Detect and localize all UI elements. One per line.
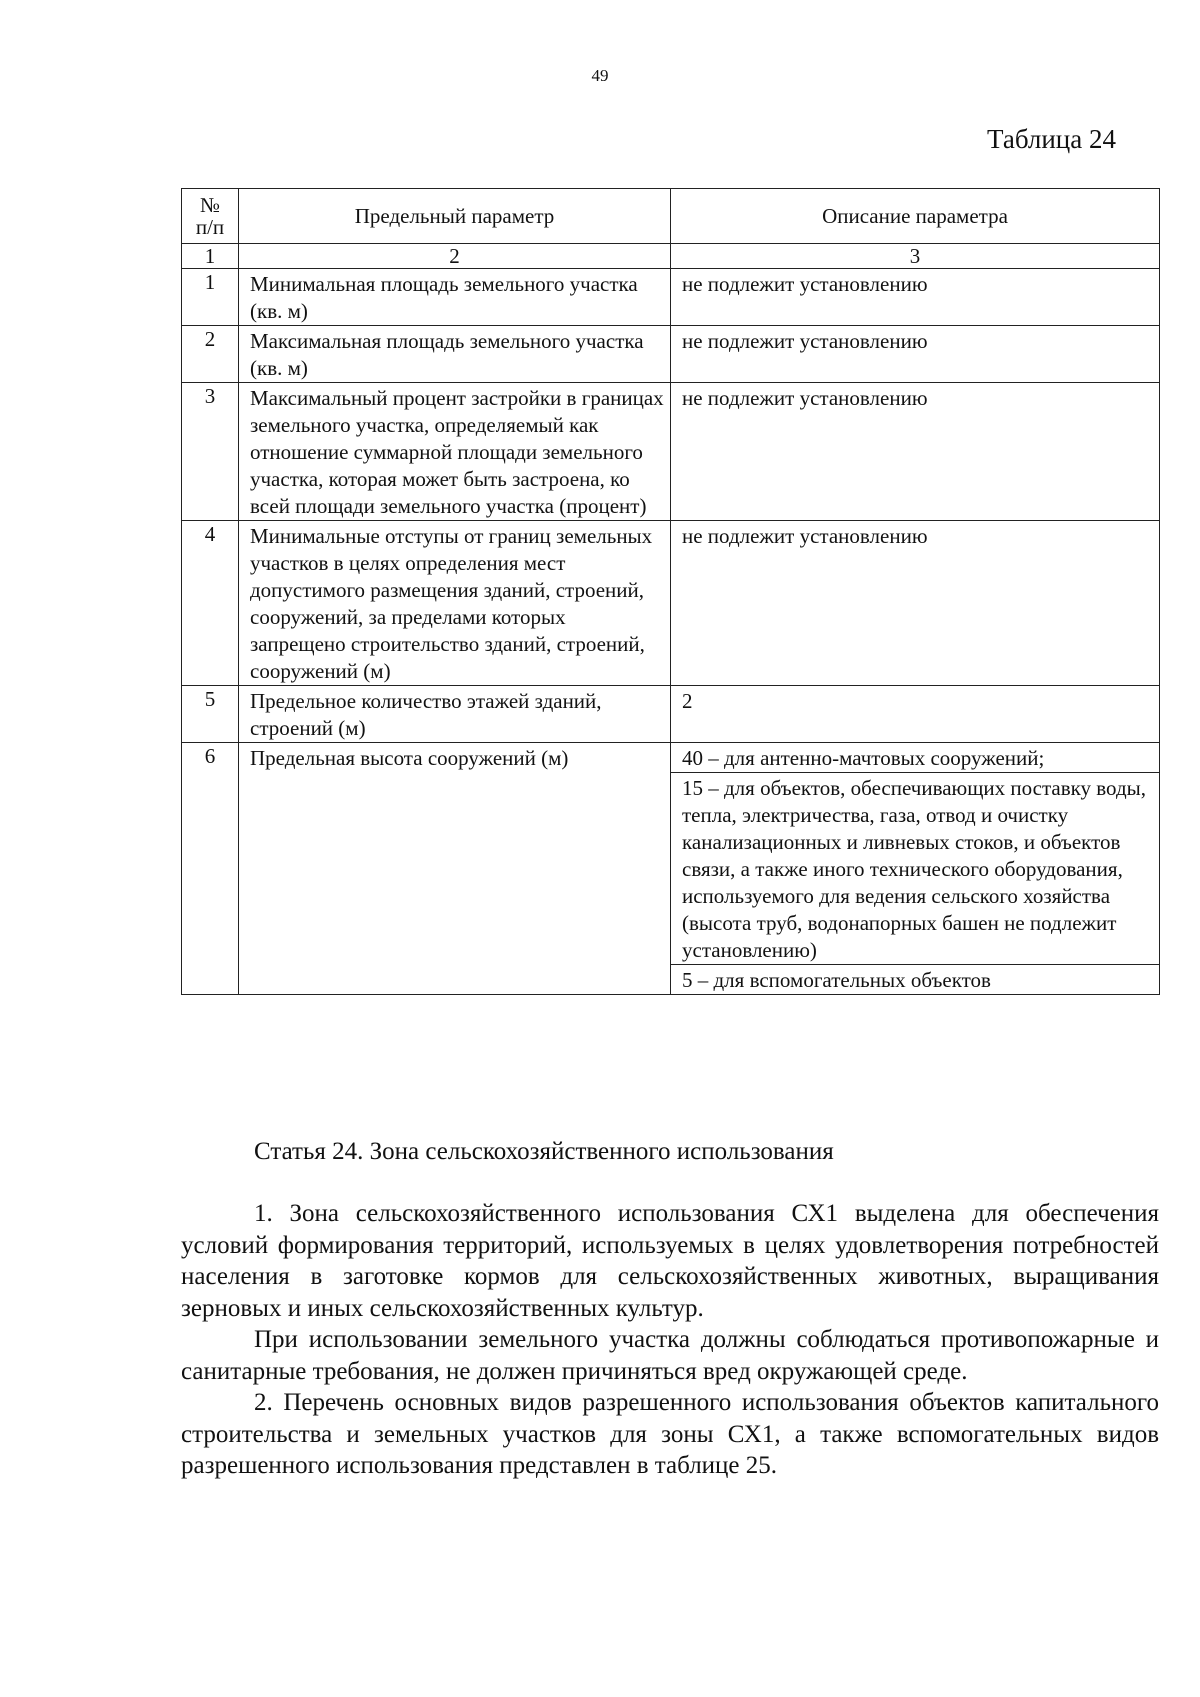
row-description: не подлежит установлению (671, 326, 1160, 383)
row-description: не подлежит установлению (671, 521, 1160, 686)
article-heading: Статья 24. Зона сельскохозяйственного использования (254, 1138, 834, 1165)
column-number: 2 (239, 244, 671, 269)
column-number: 1 (182, 244, 239, 269)
table-row (182, 686, 1160, 743)
row-number: 4 (182, 521, 239, 686)
table-row (182, 269, 1160, 326)
table-row (182, 383, 1160, 521)
row-description (671, 743, 1160, 995)
column-number: 3 (671, 244, 1160, 269)
row-description: не подлежит установлению (671, 383, 1160, 521)
row-parameter: Максимальный процент застройки в границах земельного участка, определяемый как отношение суммарной площади земельного участка, которая может быть застроена, ко всей площади земельного участка (процент) (239, 383, 671, 521)
paragraph: 2. Перечень основных видов разрешенного использования объектов капитального строительства и земельных участков для зоны СХ1, а также вспомогательных видов разрешенного использования представлен в таблице 25. (181, 1389, 1159, 1479)
parameters-table (181, 188, 1160, 995)
row-description: 2 (671, 686, 1160, 743)
column-number-row (182, 244, 1160, 269)
row-parameter: Предельное количество этажей зданий, строений (м) (239, 686, 671, 743)
page-number: 49 (591, 66, 609, 85)
height-limit-utilities: 15 – для объектов, обеспечивающих поставку воды, тепла, электричества, газа, отвод и очистку канализационных и ливневых стоков, и объектов связи, а также иного технического оборудования, используемого для ведения сельского хозяйства (высота труб, водонапорных башен не подлежит установлению) (671, 773, 1159, 965)
header-parameter: Предельный параметр (239, 189, 671, 244)
table-caption: Таблица 24 (987, 124, 1116, 154)
table-row (182, 326, 1160, 383)
row-parameter: Максимальная площадь земельного участка (кв. м) (239, 326, 671, 383)
body-text (181, 1198, 1159, 1482)
row-number: 3 (182, 383, 239, 521)
row-number: 1 (182, 269, 239, 326)
header-number: № п/п (182, 189, 239, 244)
row-number: 5 (182, 686, 239, 743)
table-row (182, 521, 1160, 686)
header-description: Описание параметра (671, 189, 1160, 244)
height-limit-antenna: 40 – для антенно-мачтовых сооружений; (671, 743, 1159, 773)
table-header-row (182, 189, 1160, 244)
row-parameter: Минимальные отступы от границ земельных участков в целях определения мест допустимого размещения зданий, строений, сооружений, за пределами которых запрещено строительство зданий, строений, сооружений (м) (239, 521, 671, 686)
paragraph: 1. Зона сельскохозяйственного использования СХ1 выделена для обеспечения условий формирования территорий, используемых в целях удовлетворения потребностей населения в заготовке кормов для сельскохозяйственных животных, выращивания зерновых и иных сельскохозяйственных культур. (181, 1200, 1159, 1322)
row-description: не подлежит установлению (671, 269, 1160, 326)
row-parameter: Предельная высота сооружений (м) (239, 743, 671, 995)
height-limit-auxiliary: 5 – для вспомогательных объектов (682, 968, 991, 992)
row-number: 6 (182, 743, 239, 995)
row-number: 2 (182, 326, 239, 383)
paragraph: При использовании земельного участка должны соблюдаться противопожарные и санитарные требования, не должен причиняться вред окружающей среде. (181, 1326, 1159, 1385)
row-parameter: Минимальная площадь земельного участка (кв. м) (239, 269, 671, 326)
table-row (182, 743, 1160, 995)
